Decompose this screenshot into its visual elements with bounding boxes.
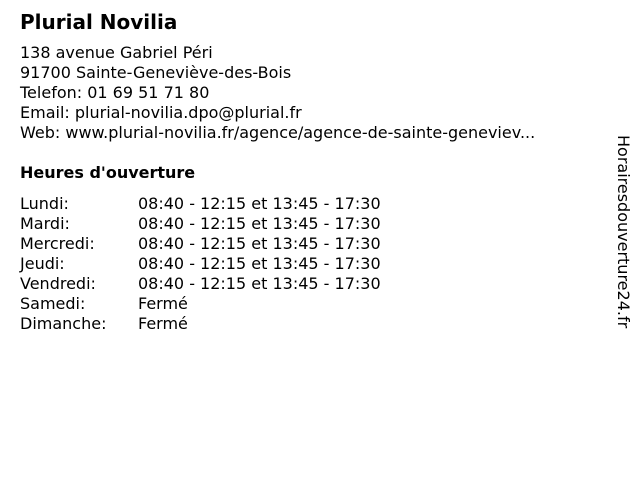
- time-value: 08:40 - 12:15 et 13:45 - 17:30: [138, 194, 381, 213]
- site-watermark: Horairesdouverture24.fr: [614, 135, 633, 329]
- hours-row-wednesday: [20, 234, 381, 254]
- business-name: Plurial Novilia: [20, 10, 178, 34]
- time-value: Fermé: [138, 314, 188, 333]
- hours-row-saturday: [20, 294, 381, 314]
- time-value: 08:40 - 12:15 et 13:45 - 17:30: [138, 254, 381, 273]
- phone-text: Telefon: 01 69 51 71 80: [20, 83, 210, 102]
- day-label: Mercredi:: [20, 234, 95, 253]
- hours-row-tuesday: [20, 214, 381, 234]
- time-value: 08:40 - 12:15 et 13:45 - 17:30: [138, 274, 381, 293]
- email-text: Email: plurial-novilia.dpo@plurial.fr: [20, 103, 302, 122]
- web-text: Web: www.plurial-novilia.fr/agence/agence-de-sainte-geneviev...: [20, 123, 536, 142]
- hours-row-monday: [20, 194, 381, 214]
- contact-info: [20, 43, 535, 143]
- day-label: Samedi:: [20, 294, 86, 313]
- day-label: Vendredi:: [20, 274, 96, 293]
- time-value: 08:40 - 12:15 et 13:45 - 17:30: [138, 234, 381, 253]
- time-value: 08:40 - 12:15 et 13:45 - 17:30: [138, 214, 381, 233]
- time-value: Fermé: [138, 294, 188, 313]
- day-label: Jeudi:: [20, 254, 65, 273]
- day-label: Dimanche:: [20, 314, 107, 333]
- hours-row-thursday: [20, 254, 381, 274]
- hours-heading: Heures d'ouverture: [20, 163, 196, 182]
- day-label: Lundi:: [20, 194, 69, 213]
- address-line-2: 91700 Sainte-Geneviève-des-Bois: [20, 63, 292, 82]
- hours-table: [20, 194, 381, 334]
- day-label: Mardi:: [20, 214, 70, 233]
- hours-row-sunday: [20, 314, 381, 334]
- hours-row-friday: [20, 274, 381, 294]
- address-line-1: 138 avenue Gabriel Péri: [20, 43, 213, 62]
